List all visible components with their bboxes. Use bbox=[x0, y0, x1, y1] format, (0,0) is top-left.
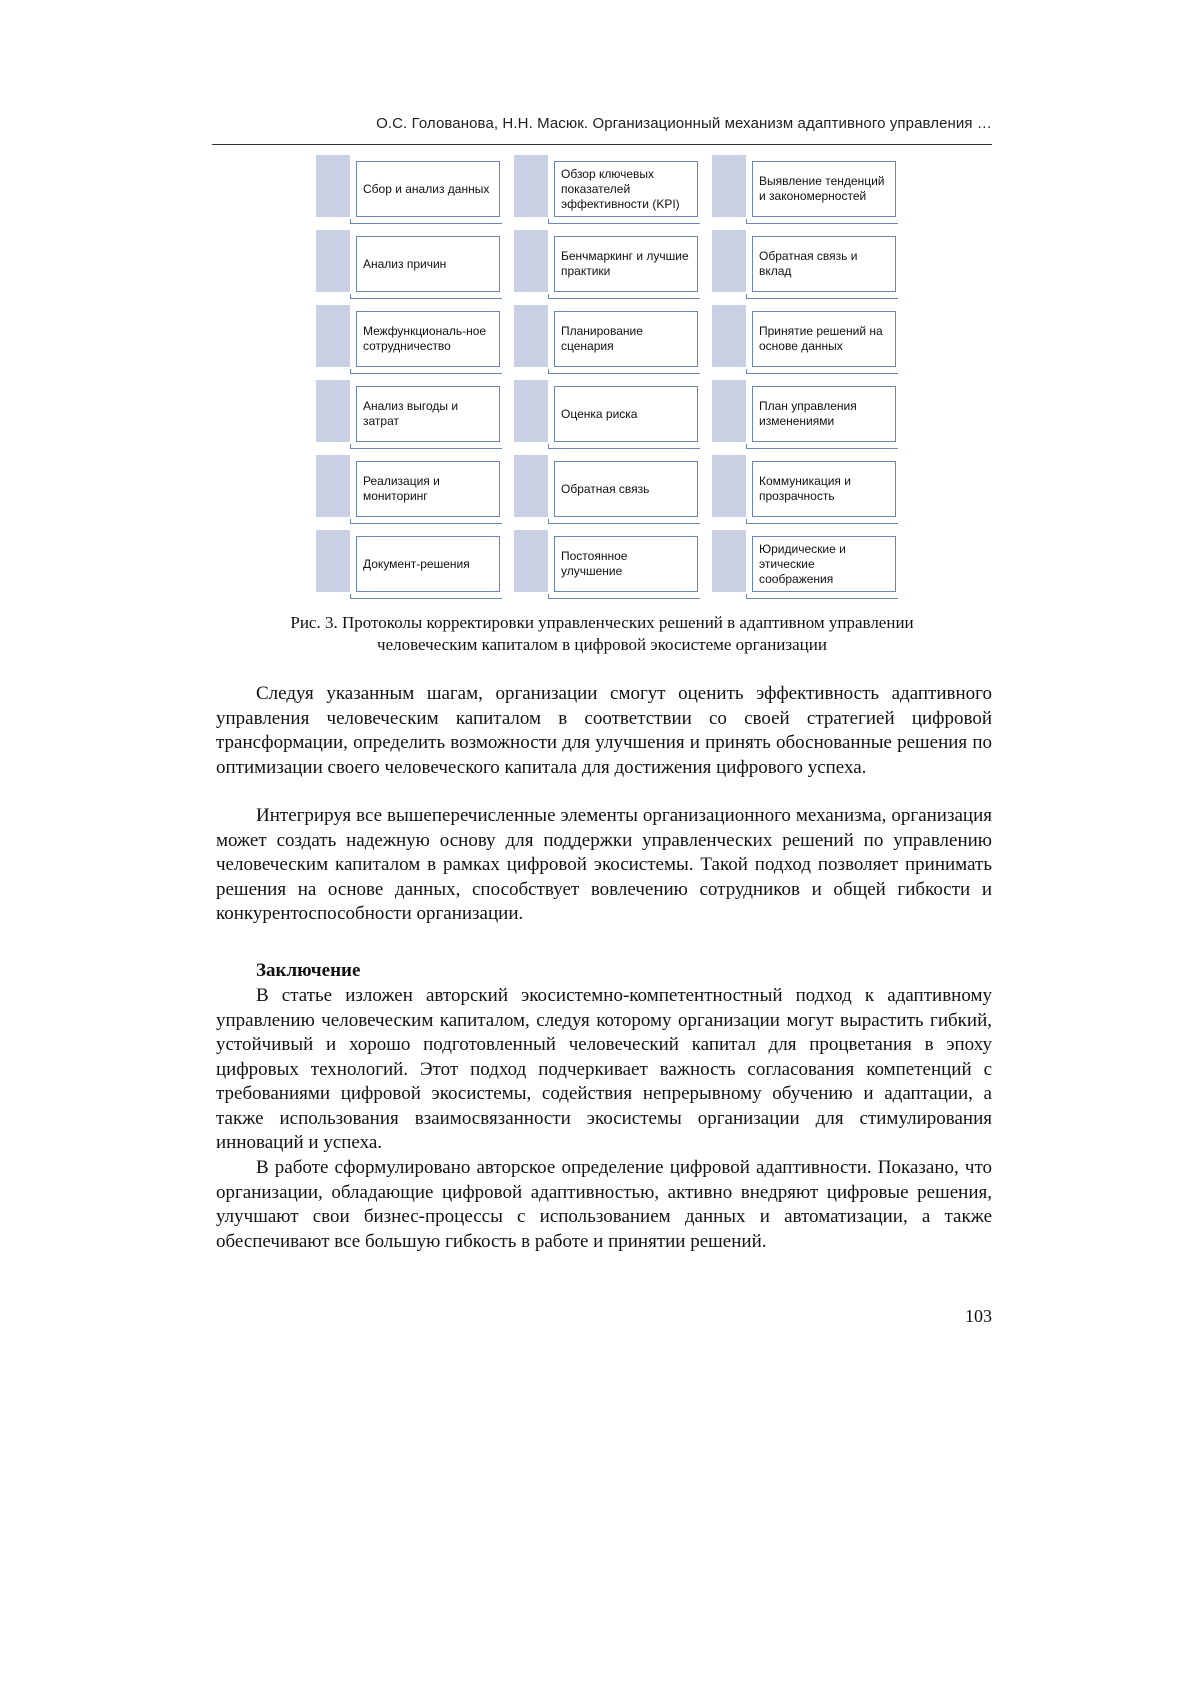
figure-cell bbox=[712, 380, 898, 442]
cell-box bbox=[752, 311, 896, 367]
figure-cell bbox=[514, 155, 700, 217]
cell-box bbox=[356, 536, 500, 592]
cell-bracket bbox=[746, 594, 898, 599]
cell-label: Сбор и анализ данных bbox=[363, 181, 490, 196]
cell-label: Анализ выгоды и затрат bbox=[363, 399, 459, 428]
figure-cell bbox=[514, 455, 700, 517]
cell-label: Бенчмаркинг и лучшие практики bbox=[561, 249, 689, 278]
figure-protocol-grid bbox=[316, 155, 898, 592]
cell-tab bbox=[712, 530, 746, 592]
figure-cell bbox=[712, 530, 898, 592]
paragraph-text: Интегрируя все вышеперечисленные элементы организационного механизма, организация может создать надежную основу для поддержки управленческих решений по управлению человеческим капиталом в рамках цифровой экосистемы. Такой подход позволяет принимать решения на основе данных, способствует вовлечению сотрудников и общей гибкости и конкурентоспособности организации. bbox=[216, 805, 992, 924]
caption-line: Рис. 3. Протоколы корректировки управленческих решений в адаптивном управлении bbox=[290, 613, 914, 632]
cell-tab bbox=[712, 155, 746, 217]
cell-label: Реализация и мониторинг bbox=[363, 474, 440, 503]
cell-box bbox=[752, 461, 896, 517]
figure-cell bbox=[712, 305, 898, 367]
cell-bracket bbox=[350, 519, 502, 524]
body-paragraph bbox=[216, 1156, 992, 1254]
figure-cell bbox=[712, 455, 898, 517]
cell-box bbox=[356, 311, 500, 367]
cell-bracket bbox=[746, 369, 898, 374]
cell-bracket bbox=[548, 444, 700, 449]
cell-bracket bbox=[746, 519, 898, 524]
figure-cell bbox=[514, 380, 700, 442]
figure-cell bbox=[514, 305, 700, 367]
section-heading: Заключение bbox=[256, 960, 361, 981]
cell-bracket bbox=[350, 369, 502, 374]
cell-label: Обратная связь bbox=[561, 481, 650, 496]
cell-label: Обратная связь и вклад bbox=[759, 249, 858, 278]
paragraph-text: В статье изложен авторский экосистемно-компетентностный подход к адаптивному управлению человеческим капиталом, следуя которому организации могут вырастить гибкий, устойчивый и хорошо подготовленный человеческий капитал для процветания в эпоху цифровых технологий. Этот подход подчеркивает важность согласования компетенций с требованиями цифровой экосистемы, содействия непрерывному обучению и адаптации, а также использования взаимосвязанности экосистемы организации для стимулирования инноваций и успеха. bbox=[216, 985, 992, 1153]
cell-box bbox=[752, 536, 896, 592]
cell-label: Выявление тенденций и закономерностей bbox=[759, 174, 885, 203]
cell-bracket bbox=[350, 444, 502, 449]
figure-cell bbox=[514, 230, 700, 292]
cell-label: Коммуникация и прозрачность bbox=[759, 474, 851, 503]
cell-label: Постоянное улучшение bbox=[561, 549, 628, 578]
cell-tab bbox=[316, 530, 350, 592]
cell-label: Оценка риска bbox=[561, 406, 638, 421]
figure-cell bbox=[712, 155, 898, 217]
cell-tab bbox=[514, 380, 548, 442]
cell-bracket bbox=[548, 369, 700, 374]
figure-cell bbox=[316, 155, 502, 217]
cell-tab bbox=[316, 230, 350, 292]
cell-tab bbox=[514, 230, 548, 292]
cell-tab bbox=[316, 455, 350, 517]
cell-tab bbox=[514, 530, 548, 592]
cell-bracket bbox=[350, 219, 502, 224]
cell-label: Анализ причин bbox=[363, 256, 447, 271]
cell-tab bbox=[316, 380, 350, 442]
cell-bracket bbox=[350, 294, 502, 299]
cell-label: План управления изменениями bbox=[759, 399, 857, 428]
cell-label: Принятие решений на основе данных bbox=[759, 324, 883, 353]
cell-bracket bbox=[548, 519, 700, 524]
cell-tab bbox=[514, 155, 548, 217]
cell-box bbox=[554, 161, 698, 217]
running-header: О.С. Голованова, Н.Н. Масюк. Организационный механизм адаптивного управления … bbox=[376, 115, 992, 132]
cell-bracket bbox=[746, 219, 898, 224]
cell-bracket bbox=[548, 294, 700, 299]
cell-box bbox=[554, 536, 698, 592]
cell-box bbox=[356, 461, 500, 517]
figure-cell bbox=[514, 530, 700, 592]
cell-box bbox=[752, 236, 896, 292]
paragraph-text: Следуя указанным шагам, организации смогут оценить эффективность адаптивного управления человеческим капиталом в соответствии со своей стратегией цифровой трансформации, определить возможности для улучшения и принять обоснованные решения по оптимизации своего человеческого капитала для достижения цифрового успеха. bbox=[216, 683, 992, 778]
figure-caption bbox=[212, 612, 992, 656]
figure-cell bbox=[316, 380, 502, 442]
cell-box bbox=[554, 386, 698, 442]
cell-box bbox=[752, 161, 896, 217]
cell-bracket bbox=[548, 594, 700, 599]
page-number: 103 bbox=[965, 1306, 992, 1326]
cell-tab bbox=[316, 305, 350, 367]
cell-tab bbox=[712, 380, 746, 442]
cell-tab bbox=[514, 455, 548, 517]
cell-tab bbox=[712, 230, 746, 292]
figure-cell bbox=[316, 530, 502, 592]
caption-line: человеческим капиталом в цифровой экосистеме организации bbox=[377, 635, 827, 654]
cell-tab bbox=[316, 155, 350, 217]
cell-label: Юридические и этические соображения bbox=[759, 541, 846, 586]
cell-tab bbox=[712, 305, 746, 367]
cell-bracket bbox=[746, 444, 898, 449]
figure-cell bbox=[316, 230, 502, 292]
cell-box bbox=[356, 386, 500, 442]
header-rule bbox=[212, 144, 992, 145]
cell-box bbox=[356, 236, 500, 292]
cell-label: Межфункциональ-ное сотрудничество bbox=[363, 324, 487, 353]
body-paragraph bbox=[216, 804, 992, 927]
cell-tab bbox=[514, 305, 548, 367]
cell-bracket bbox=[548, 219, 700, 224]
cell-box bbox=[356, 161, 500, 217]
cell-label: Обзор ключевых показателей эффективности (KPI) bbox=[561, 166, 680, 211]
cell-box bbox=[554, 311, 698, 367]
paragraph-text: В работе сформулировано авторское определение цифровой адаптивности. Показано, что организации, обладающие цифровой адаптивностью, активно внедряют цифровые решения, улучшают свои бизнес-процессы с использованием данных и автоматизации, а также обеспечивают все большую гибкость в работе и принятии решений. bbox=[216, 1157, 992, 1252]
cell-bracket bbox=[746, 294, 898, 299]
figure-cell bbox=[316, 305, 502, 367]
cell-box bbox=[554, 461, 698, 517]
cell-bracket bbox=[350, 594, 502, 599]
cell-label: Планирование сценария bbox=[561, 324, 643, 353]
body-paragraph bbox=[216, 984, 992, 1156]
body-paragraph bbox=[216, 682, 992, 780]
figure-cell bbox=[316, 455, 502, 517]
cell-box bbox=[554, 236, 698, 292]
cell-tab bbox=[712, 455, 746, 517]
figure-cell bbox=[712, 230, 898, 292]
cell-box bbox=[752, 386, 896, 442]
cell-label: Документ-решения bbox=[363, 556, 470, 571]
